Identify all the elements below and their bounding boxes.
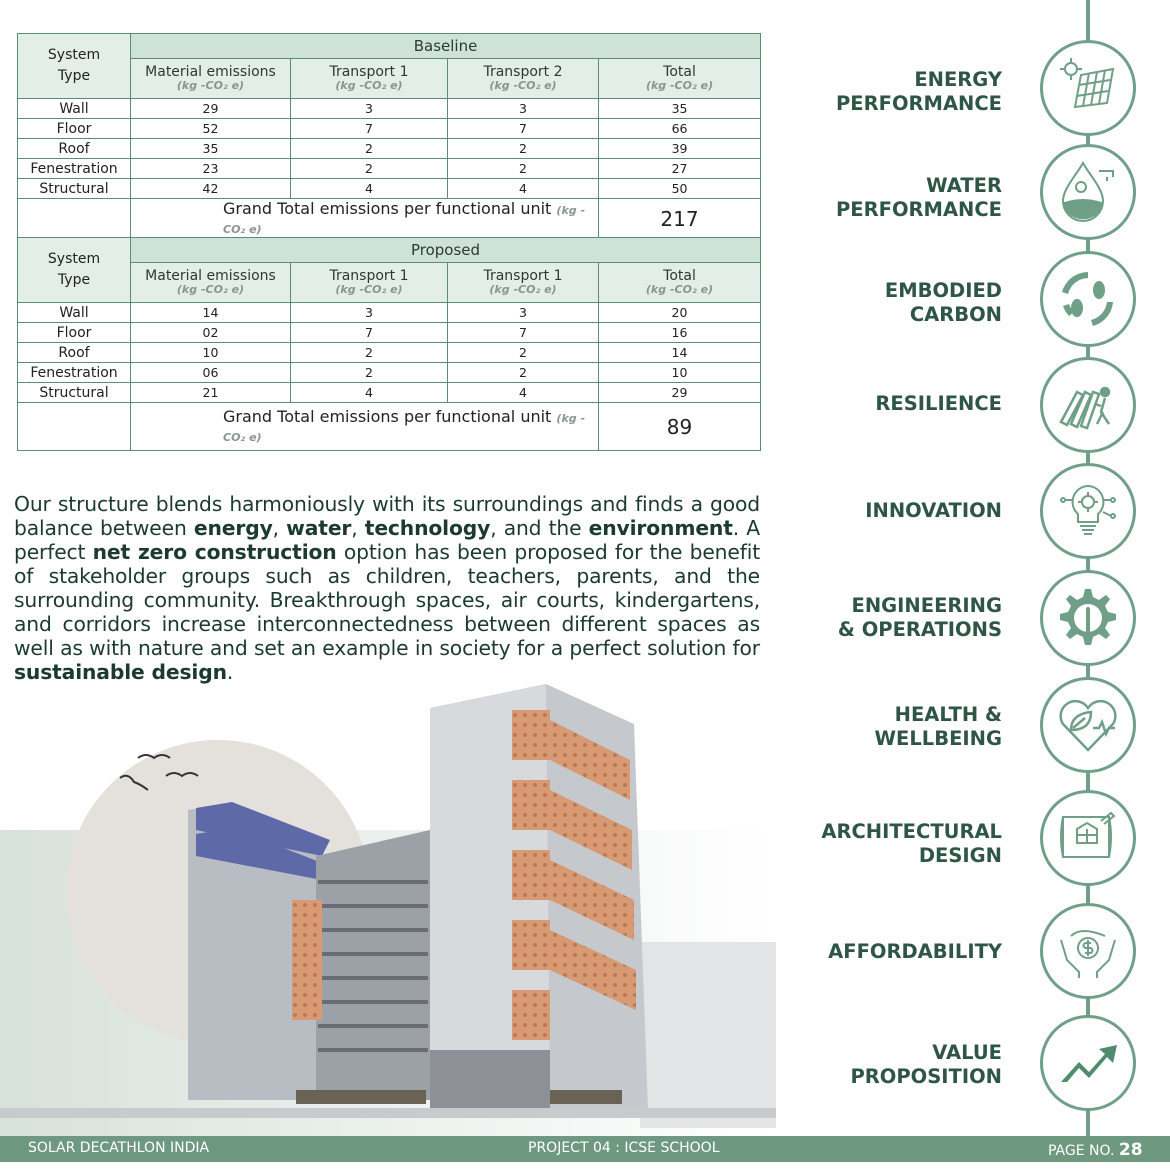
table-cell: 2 [291, 343, 448, 363]
table-cell: 2 [448, 363, 599, 383]
col-transport-1: Transport 1 (kg -CO₂ e) [291, 59, 448, 99]
intro-paragraph: Our structure blends harmoniously with its surroundings and finds a good balance between energy, water, technology, and the environment. A perfect net zero construction option has been proposed for the benefit of stakeholder groups such as children, teachers, parents, and the surrounding community. Breakthrough spaces, air courts, kindergartens, and corridors increase interconnectedness between different spaces as well as with nature and set an example in society for a perfect solution for sustainable design. [14, 492, 761, 684]
table-cell: 3 [448, 99, 599, 119]
blank-cell [18, 403, 131, 451]
table-cell: 14 [599, 343, 761, 363]
row-label: Floor [18, 119, 131, 139]
page-number: PAGE NO. 28 [1048, 1140, 1143, 1160]
system-type-header: System Type [18, 238, 131, 303]
col-transport-2: Transport 1 (kg -CO₂ e) [448, 263, 599, 303]
grand-total-value: 89 [599, 403, 761, 451]
table-cell: 21 [131, 383, 291, 403]
col-transport-1: Transport 1 (kg -CO₂ e) [291, 263, 448, 303]
table-cell: 66 [599, 119, 761, 139]
grand-total-row [18, 199, 761, 239]
table-cell: 7 [448, 119, 599, 139]
row-label: Fenestration [18, 363, 131, 383]
col-total: Total (kg -CO₂ e) [599, 263, 761, 303]
col-transport-2: Transport 2 (kg -CO₂ e) [448, 59, 599, 99]
table-cell: 2 [448, 159, 599, 179]
table-cell: 23 [131, 159, 291, 179]
footer-bottom-margin [0, 1162, 1170, 1170]
table-cell: 7 [291, 119, 448, 139]
category-affordability: AFFORDABILITY [828, 940, 1002, 963]
category-architectural-design: ARCHITECTURAL DESIGN [821, 820, 1002, 867]
baseline-section-header: Baseline [131, 34, 761, 59]
hands-coin-icon [1040, 903, 1136, 999]
col-total: Total (kg -CO₂ e) [599, 59, 761, 99]
row-label: Fenestration [18, 159, 131, 179]
table-cell: 2 [291, 363, 448, 383]
grand-total-label: Grand Total emissions per functional unit (kg -CO₂ e) [131, 403, 599, 451]
solar-panel-icon [1040, 40, 1136, 136]
table-cell: 20 [599, 303, 761, 323]
category-health-wellbeing: HEALTH & WELLBEING [874, 703, 1002, 750]
proposed-section-header: Proposed [131, 238, 761, 263]
category-resilience: RESILIENCE [875, 392, 1002, 415]
category-innovation: INNOVATION [865, 499, 1002, 522]
grand-total-row [18, 403, 761, 451]
table-cell: 10 [599, 363, 761, 383]
row-label: Structural [18, 179, 131, 199]
system-type-header: System Type [18, 34, 131, 99]
baseline-emissions-table [17, 33, 761, 239]
footer-left-text: SOLAR DECATHLON INDIA [28, 1140, 210, 1156]
row-label: Roof [18, 139, 131, 159]
table-row [18, 119, 761, 139]
category-embodied-carbon: EMBODIED CARBON [884, 279, 1002, 326]
table-row [18, 99, 761, 119]
table-cell: 2 [448, 139, 599, 159]
row-label: Structural [18, 383, 131, 403]
table-row [18, 323, 761, 343]
table-cell: 52 [131, 119, 291, 139]
table-cell: 7 [291, 323, 448, 343]
col-material-emissions: Material emissions (kg -CO₂ e) [131, 263, 291, 303]
grand-total-value: 217 [599, 199, 761, 239]
building-rendering [0, 680, 776, 1136]
page-footer [0, 1136, 1170, 1162]
table-cell: 35 [131, 139, 291, 159]
table-cell: 3 [291, 303, 448, 323]
table-cell: 4 [448, 179, 599, 199]
table-cell: 42 [131, 179, 291, 199]
table-cell: 2 [448, 343, 599, 363]
grand-total-label: Grand Total emissions per functional unit (kg -CO₂ e) [131, 199, 599, 239]
table-cell: 2 [291, 139, 448, 159]
table-row [18, 179, 761, 199]
table-cell: 14 [131, 303, 291, 323]
table-cell: 35 [599, 99, 761, 119]
table-cell: 16 [599, 323, 761, 343]
table-cell: 39 [599, 139, 761, 159]
footprint-cycle-icon [1040, 251, 1136, 347]
col-material-emissions: Material emissions (kg -CO₂ e) [131, 59, 291, 99]
water-drop-tap-icon [1040, 144, 1136, 240]
table-cell: 29 [131, 99, 291, 119]
table-row [18, 159, 761, 179]
table-cell: 2 [291, 159, 448, 179]
table-cell: 06 [131, 363, 291, 383]
category-engineering-operations: ENGINEERING & OPERATIONS [837, 594, 1002, 641]
table-cell: 3 [291, 99, 448, 119]
proposed-emissions-table [17, 237, 761, 451]
table-cell: 7 [448, 323, 599, 343]
row-label: Wall [18, 99, 131, 119]
blank-cell [18, 199, 131, 239]
footer-project: PROJECT 04 : ICSE SCHOOL [528, 1140, 720, 1156]
table-cell: 50 [599, 179, 761, 199]
table-cell: 4 [291, 179, 448, 199]
table-row [18, 303, 761, 323]
table-row [18, 343, 761, 363]
row-label: Floor [18, 323, 131, 343]
lightbulb-gear-icon [1040, 463, 1136, 559]
row-label: Roof [18, 343, 131, 363]
domino-push-icon [1040, 357, 1136, 453]
category-water-performance: WATER PERFORMANCE [836, 174, 1002, 221]
trend-up-arrow-icon [1040, 1015, 1136, 1111]
blueprint-icon [1040, 790, 1136, 886]
table-cell: 10 [131, 343, 291, 363]
gear-wrench-icon [1040, 570, 1136, 666]
row-label: Wall [18, 303, 131, 323]
table-row [18, 363, 761, 383]
table-cell: 4 [448, 383, 599, 403]
table-cell: 29 [599, 383, 761, 403]
category-energy-performance: ENERGY PERFORMANCE [836, 68, 1002, 115]
table-cell: 02 [131, 323, 291, 343]
table-cell: 4 [291, 383, 448, 403]
heart-leaf-icon [1040, 677, 1136, 773]
table-cell: 27 [599, 159, 761, 179]
table-cell: 3 [448, 303, 599, 323]
category-value-proposition: VALUE PROPOSITION [850, 1041, 1002, 1088]
table-row [18, 383, 761, 403]
table-row [18, 139, 761, 159]
